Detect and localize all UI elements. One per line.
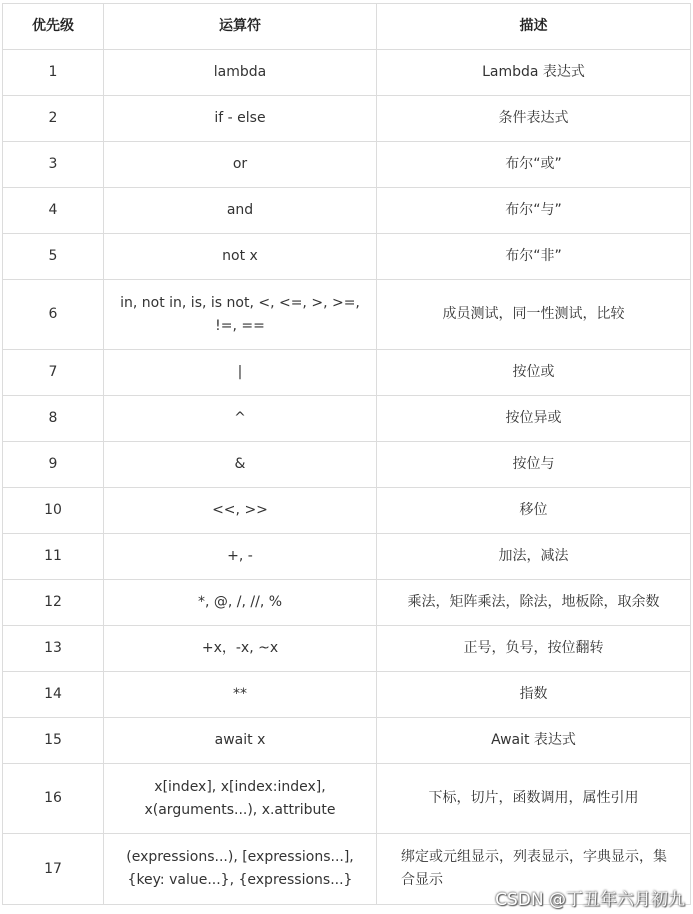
description-cell: 指数 bbox=[377, 672, 691, 718]
table-row bbox=[3, 350, 691, 396]
operator-cell: ^ bbox=[104, 396, 377, 442]
operator-cell: | bbox=[104, 350, 377, 396]
level-cell: 6 bbox=[3, 280, 104, 350]
description-cell: 按位与 bbox=[377, 442, 691, 488]
operator-cell: (expressions...), [expressions...], {key: value...}, {expressions...} bbox=[104, 834, 377, 905]
level-cell: 5 bbox=[3, 234, 104, 280]
description-cell: 布尔“与” bbox=[377, 188, 691, 234]
level-cell: 11 bbox=[3, 534, 104, 580]
description-cell: Lambda 表达式 bbox=[377, 50, 691, 96]
level-cell: 13 bbox=[3, 626, 104, 672]
operator-cell: await x bbox=[104, 718, 377, 764]
description-cell: 条件表达式 bbox=[377, 96, 691, 142]
level-cell: 9 bbox=[3, 442, 104, 488]
description-cell: 正号，负号，按位翻转 bbox=[377, 626, 691, 672]
table-row bbox=[3, 442, 691, 488]
level-cell: 8 bbox=[3, 396, 104, 442]
csdn-watermark: CSDN @丁丑年六月初九 bbox=[495, 890, 685, 910]
table-row bbox=[3, 534, 691, 580]
description-cell: 布尔“或” bbox=[377, 142, 691, 188]
description-cell: 布尔“非” bbox=[377, 234, 691, 280]
level-cell: 4 bbox=[3, 188, 104, 234]
table-row bbox=[3, 280, 691, 350]
level-cell: 7 bbox=[3, 350, 104, 396]
level-cell: 1 bbox=[3, 50, 104, 96]
operator-cell: <<, >> bbox=[104, 488, 377, 534]
description-cell: 绑定或元组显示，列表显示，字典显示，集合显示 bbox=[377, 834, 691, 905]
operator-cell: or bbox=[104, 142, 377, 188]
operator-precedence-table bbox=[2, 3, 691, 905]
description-cell: 按位异或 bbox=[377, 396, 691, 442]
table-row bbox=[3, 96, 691, 142]
operator-cell: *, @, /, //, % bbox=[104, 580, 377, 626]
level-cell: 2 bbox=[3, 96, 104, 142]
operator-cell: x[index], x[index:index], x(arguments...), x.attribute bbox=[104, 764, 377, 834]
description-cell: 按位或 bbox=[377, 350, 691, 396]
table-row bbox=[3, 626, 691, 672]
level-cell: 17 bbox=[3, 834, 104, 905]
header-description: 描述 bbox=[377, 4, 691, 50]
table-header-row bbox=[3, 4, 691, 50]
operator-cell: and bbox=[104, 188, 377, 234]
level-cell: 3 bbox=[3, 142, 104, 188]
description-cell: 下标，切片，函数调用，属性引用 bbox=[377, 764, 691, 834]
table-row bbox=[3, 488, 691, 534]
table-row bbox=[3, 718, 691, 764]
description-cell: 成员测试，同一性测试，比较 bbox=[377, 280, 691, 350]
description-cell: 加法，减法 bbox=[377, 534, 691, 580]
header-precedence: 优先级 bbox=[3, 4, 104, 50]
table-row bbox=[3, 188, 691, 234]
operator-cell: +, - bbox=[104, 534, 377, 580]
operator-cell: if - else bbox=[104, 96, 377, 142]
table-row bbox=[3, 672, 691, 718]
operator-cell: ** bbox=[104, 672, 377, 718]
header-operator: 运算符 bbox=[104, 4, 377, 50]
operator-cell: in, not in, is, is not, <, <=, >, >=, !=, == bbox=[104, 280, 377, 350]
operator-cell: lambda bbox=[104, 50, 377, 96]
level-cell: 10 bbox=[3, 488, 104, 534]
level-cell: 14 bbox=[3, 672, 104, 718]
table-row bbox=[3, 764, 691, 834]
operator-cell: & bbox=[104, 442, 377, 488]
table-row bbox=[3, 50, 691, 96]
level-cell: 15 bbox=[3, 718, 104, 764]
level-cell: 16 bbox=[3, 764, 104, 834]
description-cell: Await 表达式 bbox=[377, 718, 691, 764]
operator-cell: +x，-x, ~x bbox=[104, 626, 377, 672]
operator-cell: not x bbox=[104, 234, 377, 280]
description-cell: 乘法，矩阵乘法，除法，地板除，取余数 bbox=[377, 580, 691, 626]
table-row bbox=[3, 234, 691, 280]
table-row bbox=[3, 142, 691, 188]
table-row bbox=[3, 396, 691, 442]
level-cell: 12 bbox=[3, 580, 104, 626]
description-cell: 移位 bbox=[377, 488, 691, 534]
table-row bbox=[3, 580, 691, 626]
